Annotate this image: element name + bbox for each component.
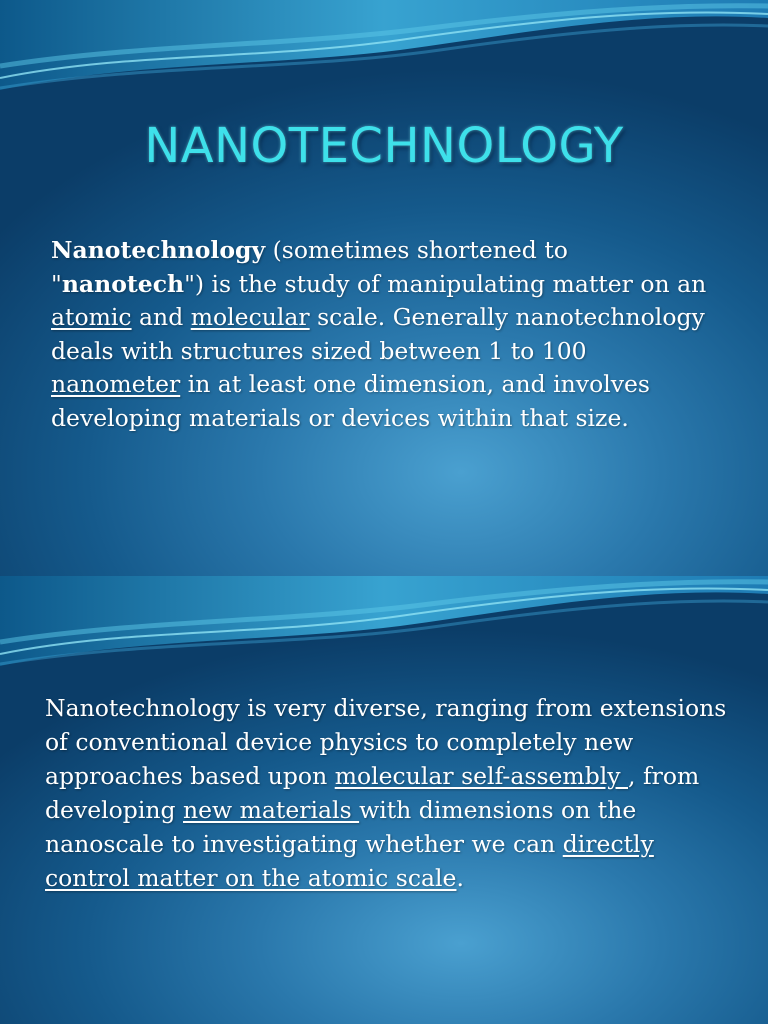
text-segment: with dimensions on the nanoscale to investigating whether we can (45, 796, 637, 858)
text-segment: . (456, 864, 464, 892)
diversity-paragraph (45, 691, 735, 895)
text-segment: and (131, 303, 191, 331)
wave-decoration (0, 0, 768, 100)
link-atomic[interactable]: atomic (51, 303, 132, 331)
definition-paragraph (51, 234, 721, 435)
term-nanotechnology: Nanotechnology (51, 236, 266, 264)
term-nanotech: nanotech (61, 269, 185, 298)
text-segment: Nanotechnology is very diverse, ranging from extensions of conventional device physics to completely new approaches based upon (45, 694, 727, 790)
slide-2 (0, 576, 768, 1024)
link-directly-control-matter[interactable]: directly control matter on the atomic scale (45, 830, 654, 892)
link-nanometer[interactable]: nanometer (51, 370, 181, 398)
text-segment: in at least one dimension, and involves developing materials or devices within that size. (51, 370, 650, 432)
wave-decoration (0, 576, 768, 676)
text-segment: (sometimes shortened to " (51, 236, 568, 298)
text-segment: ") is the study of manipulating matter on an (184, 269, 707, 298)
text-segment: , from developing (45, 762, 700, 824)
link-new-materials[interactable]: new materials (183, 796, 360, 824)
link-molecular-self-assembly[interactable]: molecular self-assembly (334, 762, 628, 790)
link-molecular[interactable]: molecular (190, 303, 310, 331)
slide-title: NANOTECHNOLOGY (144, 118, 624, 174)
text-segment: scale. Generally nanotechnology deals with structures sized between 1 to 100 (51, 303, 705, 365)
